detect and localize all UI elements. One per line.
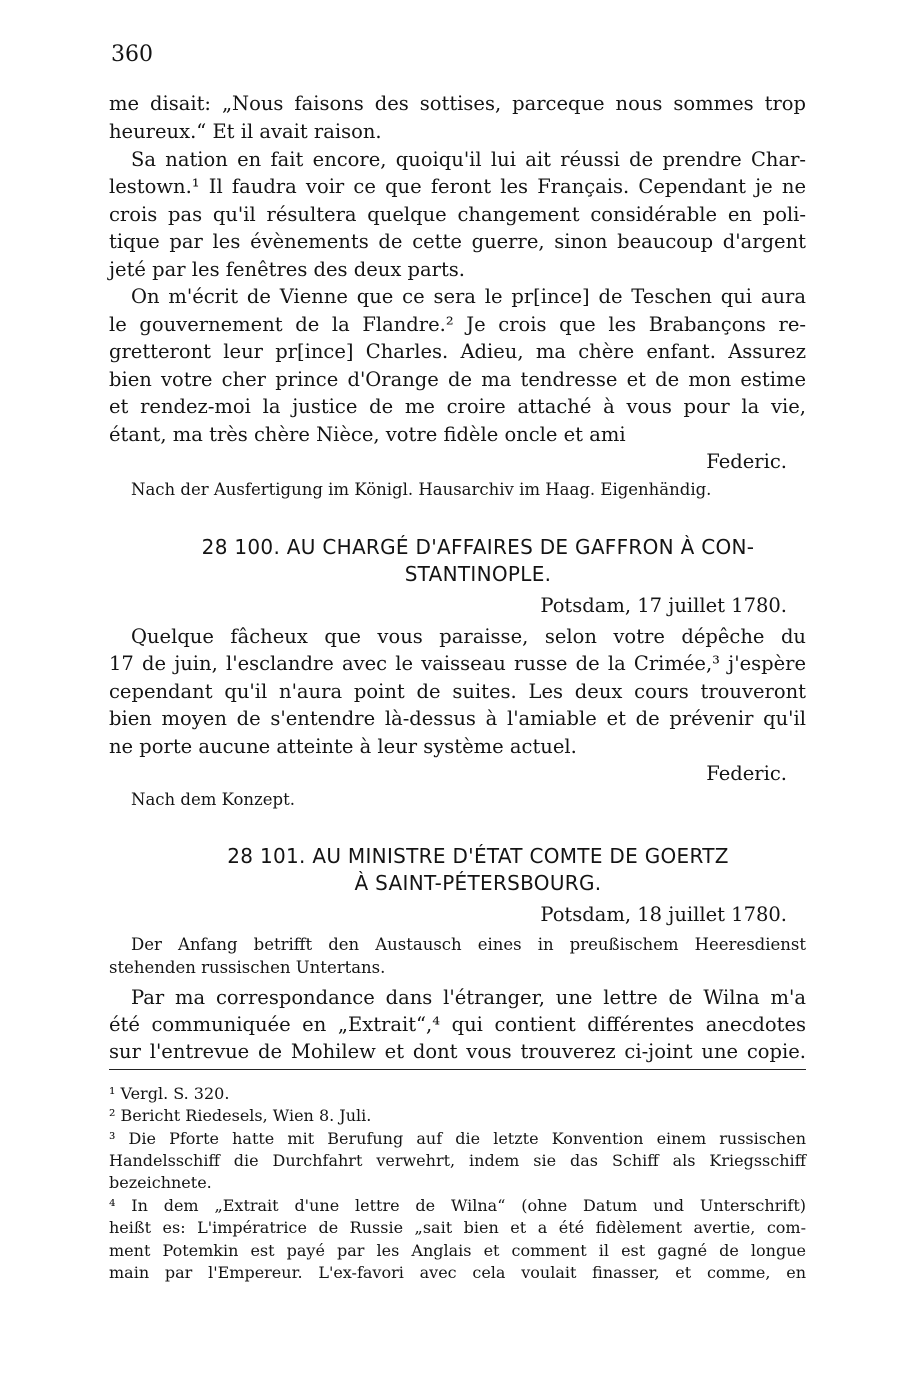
- footnote: ³ Die Pforte hatte mit Berufung auf die letzte Konvention einem russischen: [109, 1129, 806, 1148]
- text-line: jeté par les fenêtres des deux parts.: [109, 258, 466, 281]
- text-line: étant, ma très chère Nièce, votre fidèle oncle et ami: [109, 423, 626, 446]
- text-line: Quelque fâcheux que vous paraisse, selon votre dépêche du: [131, 625, 806, 648]
- text-line: gretteront leur pr[ince] Charles. Adieu, ma chère enfant. Assurez: [109, 340, 806, 363]
- text-line: bien moyen de s'entendre là-dessus à l'amiable et de prévenir qu'il: [109, 707, 806, 730]
- footnote: main par l'Empereur. L'ex-favori avec cela voulait finasser, et comme, en: [109, 1263, 806, 1282]
- text-line: tique par les évènements de cette guerre, sinon beaucoup d'argent: [109, 230, 806, 253]
- letter-heading: 28 100. AU CHARGÉ D'AFFAIRES DE GAFFRON À CON-: [201, 535, 755, 559]
- footnote-divider: [109, 1069, 806, 1070]
- text-line: crois pas qu'il résultera quelque changement considérable en poli-: [109, 203, 806, 226]
- text-line: été communiquée en „Extrait“,⁴ qui contient différentes anecdotes: [109, 1013, 806, 1036]
- footnote: ¹ Vergl. S. 320.: [109, 1084, 230, 1103]
- footnote: heißt es: L'impératrice de Russie „sait bien et a été fidèlement avertie, com-: [109, 1218, 806, 1237]
- text-line: me disait: „Nous faisons des sottises, parceque nous sommes trop: [109, 92, 806, 115]
- text-line: cependant qu'il n'aura point de suites. Les deux cours trouveront: [109, 680, 806, 703]
- text-line: ne porte aucune atteinte à leur système actuel.: [109, 735, 577, 758]
- letter-heading: À SAINT-PÉTERSBOURG.: [354, 871, 602, 895]
- text-line: bien votre cher prince d'Orange de ma tendresse et de mon estime: [109, 368, 806, 391]
- text-line: Par ma correspondance dans l'étranger, une lettre de Wilna m'a: [131, 986, 806, 1009]
- letter-heading: 28 101. AU MINISTRE D'ÉTAT COMTE DE GOERTZ: [227, 844, 729, 868]
- text-line: 17 de juin, l'esclandre avec le vaisseau russe de la Crimée,³ j'espère: [109, 652, 806, 675]
- signature: Federic.: [706, 450, 787, 473]
- text-line: et rendez-moi la justice de me croire attaché à vous pour la vie,: [109, 395, 806, 418]
- text-line: le gouvernement de la Flandre.² Je crois que les Brabançons re-: [109, 313, 806, 336]
- source-note: Nach dem Konzept.: [131, 790, 295, 809]
- text-line: sur l'entrevue de Mohilew et dont vous trouverez ci-joint une copie.: [109, 1040, 806, 1063]
- text-line: On m'écrit de Vienne que ce sera le pr[ince] de Teschen qui aura: [131, 285, 806, 308]
- page-number: 360: [111, 42, 153, 67]
- summary-line: Der Anfang betrifft den Austausch eines in preußischem Heeresdienst: [131, 935, 806, 954]
- letter-heading: STANTINOPLE.: [404, 562, 552, 586]
- letter-date: Potsdam, 17 juillet 1780.: [540, 594, 787, 617]
- source-note: Nach der Ausfertigung im Königl. Hausarchiv im Haag. Eigenhändig.: [131, 480, 712, 499]
- letter-date: Potsdam, 18 juillet 1780.: [540, 903, 787, 926]
- footnote: ⁴ In dem „Extrait d'une lettre de Wilna“ (ohne Datum und Unterschrift): [109, 1196, 806, 1215]
- footnote: ment Potemkin est payé par les Anglais et comment il est gagné de longue: [109, 1241, 806, 1260]
- text-line: heureux.“ Et il avait raison.: [109, 120, 382, 143]
- footnote: Handelsschiff die Durchfahrt verwehrt, indem sie das Schiff als Kriegsschiff: [109, 1151, 806, 1170]
- footnote: bezeichnete.: [109, 1173, 212, 1192]
- signature: Federic.: [706, 762, 787, 785]
- footnote: ² Bericht Riedesels, Wien 8. Juli.: [109, 1106, 372, 1125]
- summary-line: stehenden russischen Untertans.: [109, 958, 386, 977]
- text-line: Sa nation en fait encore, quoiqu'il lui ait réussi de prendre Char-: [131, 148, 806, 171]
- text-line: lestown.¹ Il faudra voir ce que feront les Français. Cependant je ne: [109, 175, 806, 198]
